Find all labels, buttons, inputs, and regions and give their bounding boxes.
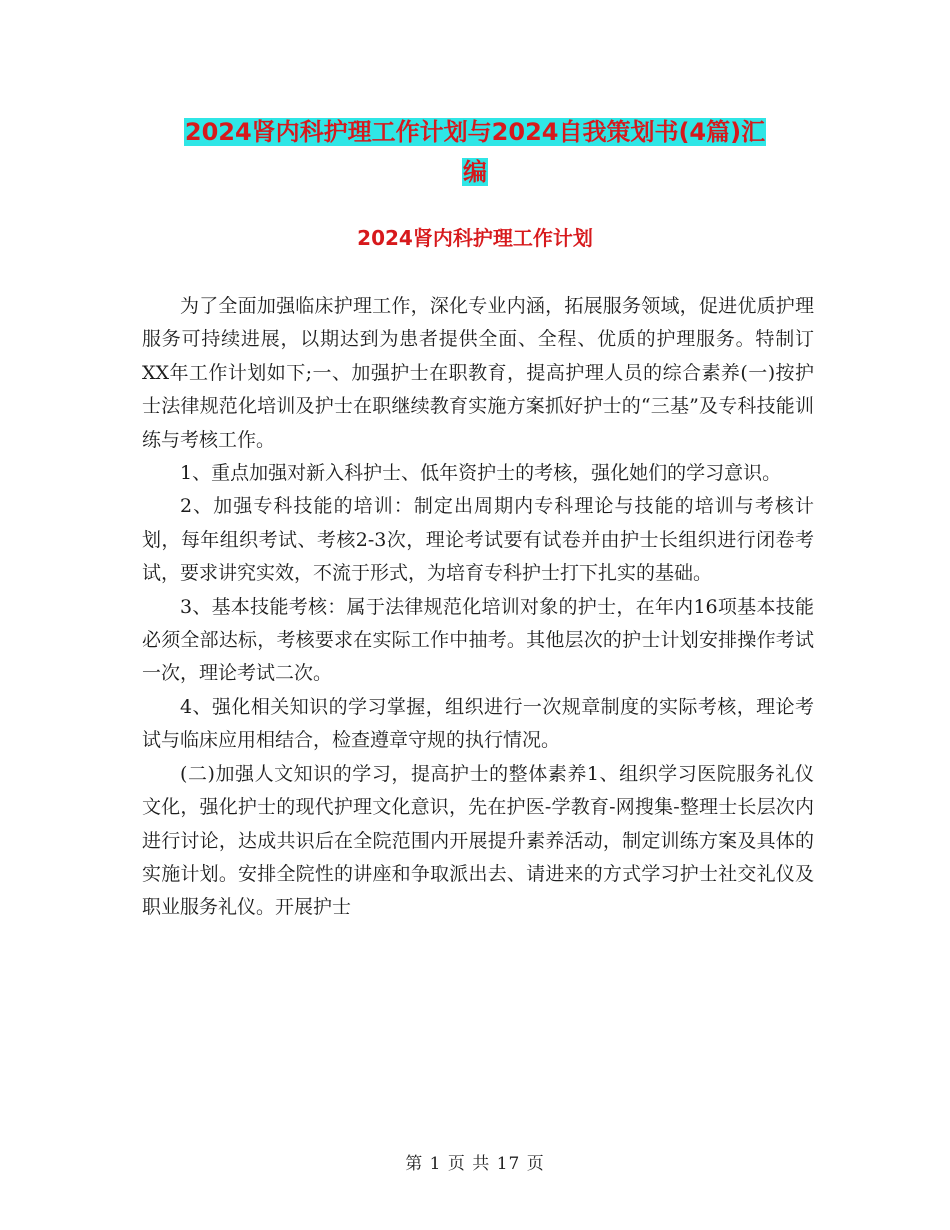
page-footer: 第 1 页 共 17 页 xyxy=(405,1154,545,1174)
paragraph: 1、重点加强对新入科护士、低年资护士的考核，强化她们的学习意识。 xyxy=(180,462,782,485)
document-title-line2: 编 xyxy=(463,158,487,186)
paragraph: 4、强化相关知识的学习掌握，组织进行一次规章制度的实际考核，理论考试与临床应用相结合，检查遵章守规的执行情况。 xyxy=(142,695,814,752)
paragraph: 3、基本技能考核：属于法律规范化培训对象的护士，在年内16项基本技能必须全部达标，考核要求在实际工作中抽考。其他层次的护士计划安排操作考试一次，理论考试二次。 xyxy=(142,595,814,685)
paragraph: (二)加强人文知识的学习，提高护士的整体素养1、组织学习医院服务礼仪文化，强化护士的现代护理文化意识，先在护医-学教育-网搜集-整理士长层次内进行讨论，达成共识后在全院范围内开展提升素养活动，制定训练方案及具体的实施计划。安排全院性的讲座和争取派出去、请进来的方式学习护士社交礼仪及职业服务礼仪。开展护士 xyxy=(142,762,814,919)
section-title: 2024肾内科护理工作计划 xyxy=(357,226,593,250)
document-title xyxy=(100,112,850,192)
body-text xyxy=(142,290,814,925)
document-title-line1: 2024肾内科护理工作计划与2024自我策划书(4篇)汇 xyxy=(184,118,766,146)
paragraph: 为了全面加强临床护理工作，深化专业内涵，拓展服务领域，促进优质护理服务可持续进展，以期达到为患者提供全面、全程、优质的护理服务。特制订XX年工作计划如下;一、加强护士在职教育，提高护理人员的综合素养(一)按护士法律规范化培训及护士在职继续教育实施方案抓好护士的“三基”及专科技能训练与考核工作。 xyxy=(142,295,814,451)
paragraph: 2、加强专科技能的培训：制定出周期内专科理论与技能的培训与考核计划，每年组织考试、考核2-3次，理论考试要有试卷并由护士长组织进行闭卷考试，要求讲究实效，不流于形式，为培育专科护士打下扎实的基础。 xyxy=(142,495,814,585)
